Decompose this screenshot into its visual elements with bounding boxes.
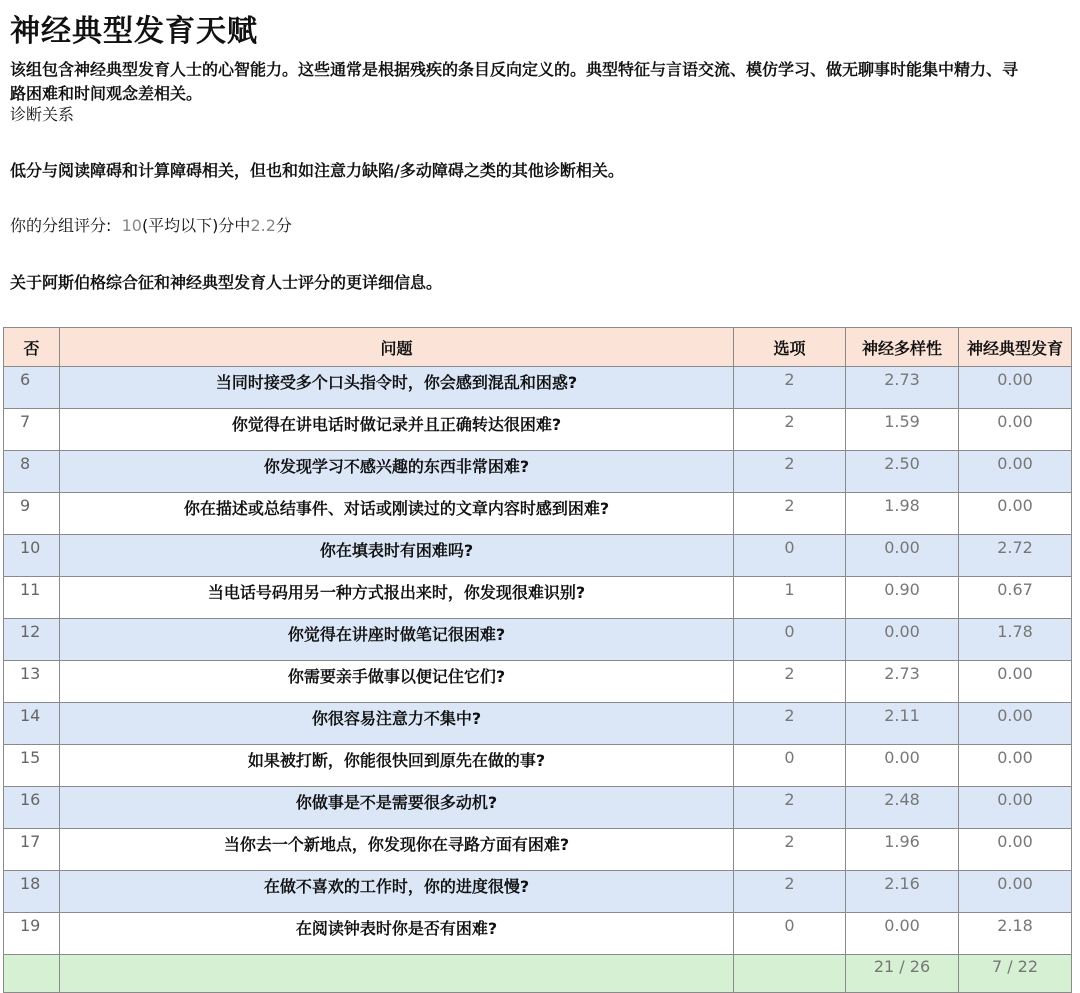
row-question: 你在填表时有困难吗? [60, 535, 734, 577]
row-number: 11 [4, 577, 60, 619]
row-option: 0 [734, 913, 846, 955]
row-option: 2 [734, 703, 846, 745]
row-neurodiversity: 1.96 [846, 829, 959, 871]
row-neurodiversity: 0.00 [846, 619, 959, 661]
row-option: 2 [734, 409, 846, 451]
table-total-row [4, 955, 1072, 993]
row-neurotypical: 0.00 [959, 787, 1072, 829]
row-neurodiversity: 0.90 [846, 577, 959, 619]
table-row [4, 745, 1072, 787]
row-neurotypical: 0.00 [959, 367, 1072, 409]
row-number: 6 [4, 367, 60, 409]
row-neurodiversity: 2.16 [846, 871, 959, 913]
header-neurotypical: 神经典型发育 [959, 328, 1072, 367]
row-neurotypical: 2.72 [959, 535, 1072, 577]
header-no: 否 [4, 328, 60, 367]
row-question: 在阅读钟表时你是否有困难? [60, 913, 734, 955]
diagnosis-relation-text: 低分与阅读障碍和计算障碍相关，但也和如注意力缺陷/多动障碍之类的其他诊断相关。 [10, 161, 624, 180]
row-neurotypical: 0.00 [959, 829, 1072, 871]
total-empty-cell [60, 955, 734, 993]
table-row [4, 703, 1072, 745]
row-neurodiversity: 2.11 [846, 703, 959, 745]
row-number: 18 [4, 871, 60, 913]
total-neurotypical: 7 / 22 [959, 955, 1072, 993]
table-header-row [4, 328, 1072, 367]
row-option: 0 [734, 745, 846, 787]
row-neurotypical: 1.78 [959, 619, 1072, 661]
row-neurodiversity: 2.50 [846, 451, 959, 493]
table-row [4, 493, 1072, 535]
row-number: 14 [4, 703, 60, 745]
row-question: 当你去一个新地点，你发现你在寻路方面有困难? [60, 829, 734, 871]
score-value: 2.2 [250, 216, 276, 235]
row-option: 2 [734, 451, 846, 493]
row-option: 1 [734, 577, 846, 619]
row-number: 13 [4, 661, 60, 703]
table-row [4, 535, 1072, 577]
table-row [4, 619, 1072, 661]
row-number: 8 [4, 451, 60, 493]
table-row [4, 829, 1072, 871]
row-neurotypical: 0.00 [959, 451, 1072, 493]
header-option: 选项 [734, 328, 846, 367]
row-neurodiversity: 1.98 [846, 493, 959, 535]
table-row [4, 367, 1072, 409]
row-question: 你觉得在讲电话时做记录并且正确转达很困难? [60, 409, 734, 451]
row-question: 你很容易注意力不集中? [60, 703, 734, 745]
table-row [4, 913, 1072, 955]
header-question: 问题 [60, 328, 734, 367]
row-number: 12 [4, 619, 60, 661]
row-question: 你觉得在讲座时做笔记很困难? [60, 619, 734, 661]
row-question: 当电话号码用另一种方式报出来时，你发现很难识别? [60, 577, 734, 619]
table-row [4, 451, 1072, 493]
row-number: 17 [4, 829, 60, 871]
row-neurodiversity: 2.48 [846, 787, 959, 829]
row-question: 在做不喜欢的工作时，你的进度很慢? [60, 871, 734, 913]
table-row [4, 577, 1072, 619]
row-number: 19 [4, 913, 60, 955]
row-neurotypical: 0.00 [959, 661, 1072, 703]
row-neurotypical: 0.00 [959, 409, 1072, 451]
row-question: 如果被打断，你能很快回到原先在做的事? [60, 745, 734, 787]
row-option: 2 [734, 661, 846, 703]
results-table [3, 327, 1072, 993]
table-row [4, 787, 1072, 829]
row-option: 2 [734, 829, 846, 871]
table-row [4, 871, 1072, 913]
page-title: 神经典型发育天赋 [10, 14, 258, 49]
score-middle: (平均以下)分中 [141, 216, 251, 235]
group-score-line [10, 214, 292, 238]
total-empty-cell [4, 955, 60, 993]
row-option: 2 [734, 871, 846, 913]
row-number: 9 [4, 493, 60, 535]
row-option: 2 [734, 367, 846, 409]
row-option: 0 [734, 619, 846, 661]
more-info-link[interactable]: 关于阿斯伯格综合征和神经典型发育人士评分的更详细信息。 [10, 273, 443, 292]
row-number: 7 [4, 409, 60, 451]
table-row [4, 661, 1072, 703]
group-description: 该组包含神经典型发育人士的心智能力。这些通常是根据残疾的条目反向定义的。典型特征与言语交流、模仿学习、做无聊事时能集中精力、寻路困难和时间观念差相关。 [10, 60, 1019, 103]
row-option: 0 [734, 535, 846, 577]
row-option: 2 [734, 787, 846, 829]
row-neurotypical: 0.00 [959, 745, 1072, 787]
total-empty-cell [734, 955, 846, 993]
row-option: 2 [734, 493, 846, 535]
row-number: 15 [4, 745, 60, 787]
row-neurodiversity: 0.00 [846, 535, 959, 577]
row-neurotypical: 0.00 [959, 493, 1072, 535]
row-neurodiversity: 2.73 [846, 661, 959, 703]
row-neurotypical: 0.67 [959, 577, 1072, 619]
diagnosis-heading: 诊断关系 [10, 105, 75, 124]
row-neurodiversity: 2.73 [846, 367, 959, 409]
row-number: 10 [4, 535, 60, 577]
row-question: 你需要亲手做事以便记住它们? [60, 661, 734, 703]
total-neurodiversity: 21 / 26 [846, 955, 959, 993]
row-neurotypical: 0.00 [959, 871, 1072, 913]
row-neurodiversity: 0.00 [846, 913, 959, 955]
score-suffix: 分 [275, 216, 292, 235]
row-question: 你在描述或总结事件、对话或刚读过的文章内容时感到困难? [60, 493, 734, 535]
row-number: 16 [4, 787, 60, 829]
header-neurodiversity: 神经多样性 [846, 328, 959, 367]
row-question: 当同时接受多个口头指令时，你会感到混乱和困惑? [60, 367, 734, 409]
row-neurodiversity: 0.00 [846, 745, 959, 787]
table-row [4, 409, 1072, 451]
row-question: 你发现学习不感兴趣的东西非常困难? [60, 451, 734, 493]
score-max: 10 [121, 216, 142, 235]
score-prefix: 你的分组评分: [10, 216, 112, 235]
row-question: 你做事是不是需要很多动机? [60, 787, 734, 829]
row-neurotypical: 0.00 [959, 703, 1072, 745]
row-neurotypical: 2.18 [959, 913, 1072, 955]
row-neurodiversity: 1.59 [846, 409, 959, 451]
